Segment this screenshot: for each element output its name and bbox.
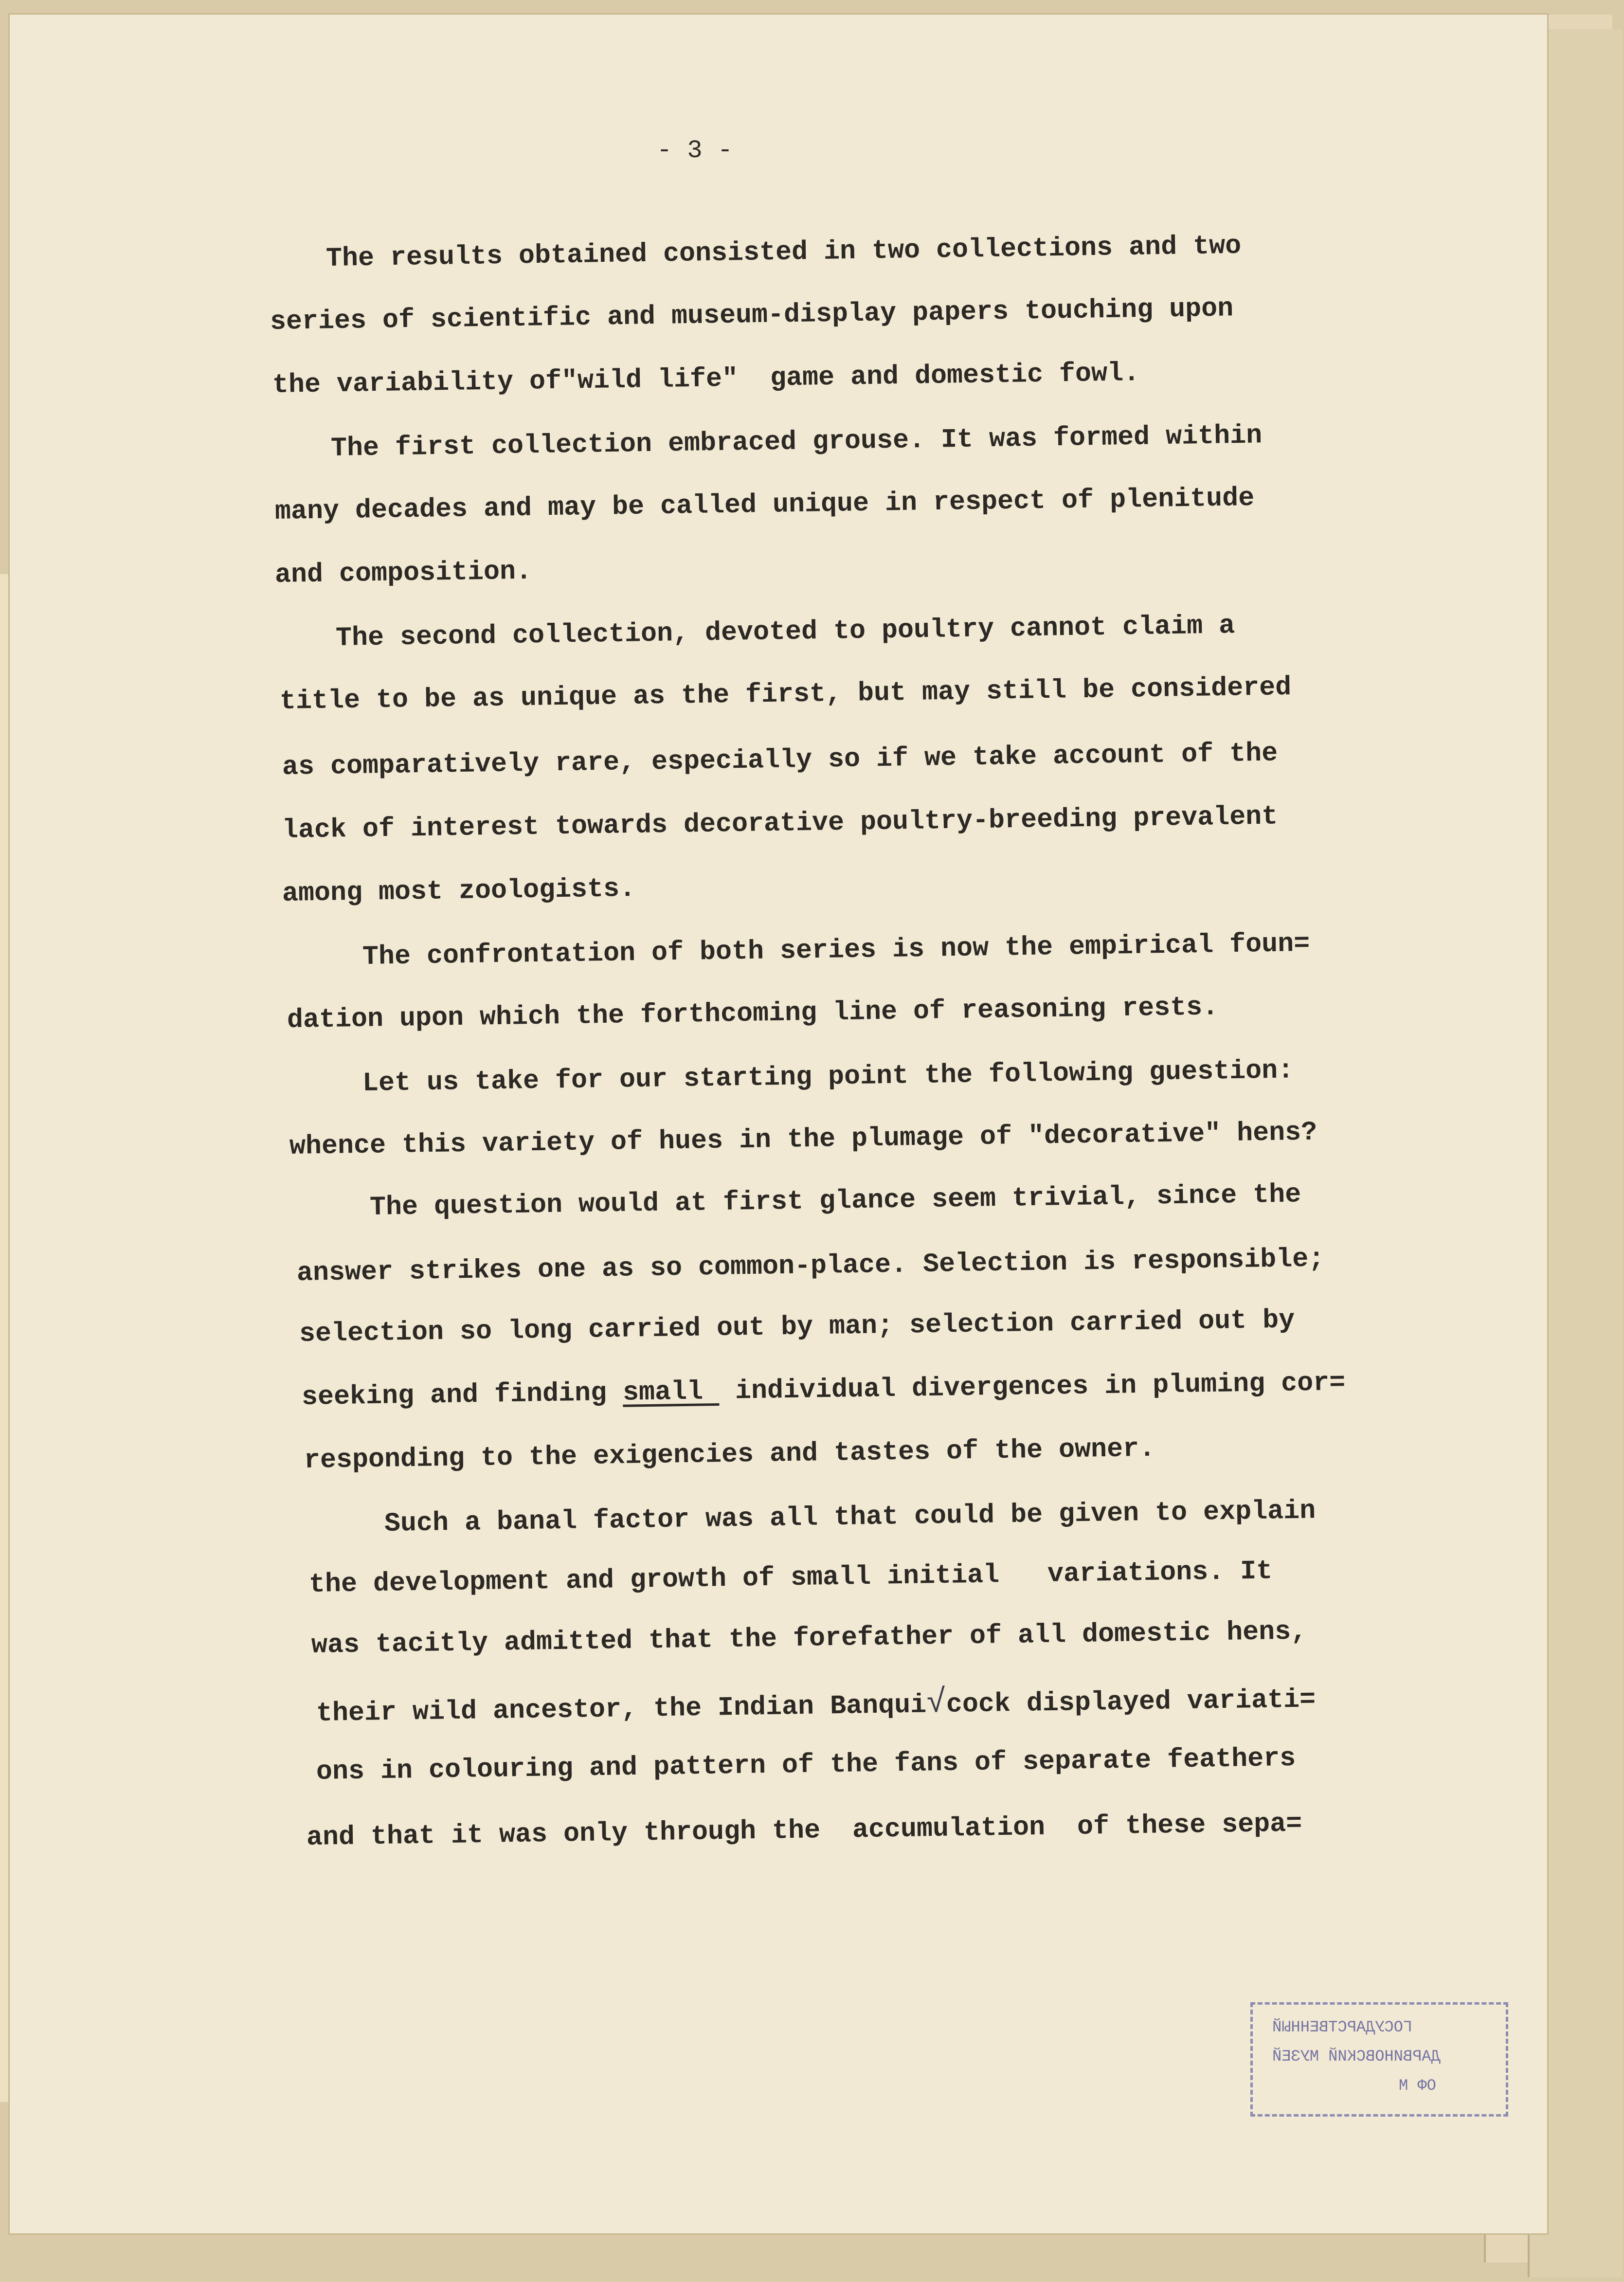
text-line: was tacitly admitted that the forefather of all domestic hens, — [311, 1616, 1307, 1661]
underlined-word: small — [622, 1376, 720, 1408]
text-line: among most zoologists. — [282, 873, 636, 909]
text-line: The question would at first glance seem trivial, since the — [369, 1179, 1301, 1223]
text-span: cock displayed variati= — [946, 1684, 1316, 1720]
text-line: lack of interest towards decorative poultry-breeding prevalent — [282, 801, 1278, 846]
text-line: series of scientific and museum-display papers touching upon — [270, 293, 1234, 337]
text-line: the development and growth of small initial variations. It — [308, 1556, 1273, 1600]
page-number: - 3 - — [657, 136, 733, 165]
text-line: the variability of"wild life" game and domestic fowl. — [272, 358, 1140, 400]
text-line: title to be as unique as the first, but may still be considered — [279, 671, 1292, 717]
text-line: answer strikes one as so common-place. Selection is responsible; — [296, 1243, 1325, 1288]
text-span: their wild ancestor, the Indian Banqui — [316, 1689, 927, 1729]
text-line: whence this variety of hues in the plumage of "decorative" hens? — [289, 1117, 1317, 1162]
text-line: The first collection embraced grouse. It was formed within — [330, 420, 1263, 464]
text-line: and composition. — [274, 556, 532, 590]
stamp-line: ДАРВИНОВСКИЙ МУЗЕЙ — [1272, 2047, 1441, 2065]
text-line: ons in colouring and pattern of the fans of separate feathers — [316, 1742, 1296, 1787]
text-line: Such a banal factor was all that could be given to explain — [384, 1495, 1316, 1539]
handwritten-checkmark: √ — [926, 1684, 947, 1722]
text-span: individual divergences in pluming cor= — [719, 1367, 1346, 1407]
text-line: The second collection, devoted to poultry cannot claim a — [335, 610, 1235, 653]
text-line: responding to the exigencies and tastes of the owner. — [304, 1433, 1155, 1476]
stamp-line: ГОСУДАРСТВЕННЫЙ — [1272, 2018, 1413, 2036]
text-span: seeking and finding — [301, 1377, 623, 1413]
typed-page — [10, 15, 1547, 2233]
museum-stamp — [1250, 2002, 1508, 2117]
stamp-line: ОФ М — [1399, 2077, 1436, 2095]
text-line: and that it was only through the accumulation of these sepa= — [306, 1808, 1302, 1853]
text-line: The confrontation of both series is now the empirical foun= — [362, 928, 1310, 972]
text-line: as comparatively rare, especially so if we take account of the — [282, 738, 1278, 782]
text-line: dation upon which the forthcoming line of reasoning rests. — [287, 992, 1219, 1035]
text-line: Let us take for our starting point the following guestion: — [362, 1055, 1294, 1099]
text-line: The results obtained consisted in two collections and two — [325, 230, 1242, 274]
text-line — [302, 1367, 1346, 1413]
text-line: selection so long carried out by man; selection carried out by — [299, 1304, 1295, 1349]
text-line — [316, 1679, 1316, 1731]
text-line: many decades and may be called unique in respect of plenitude — [274, 482, 1255, 527]
